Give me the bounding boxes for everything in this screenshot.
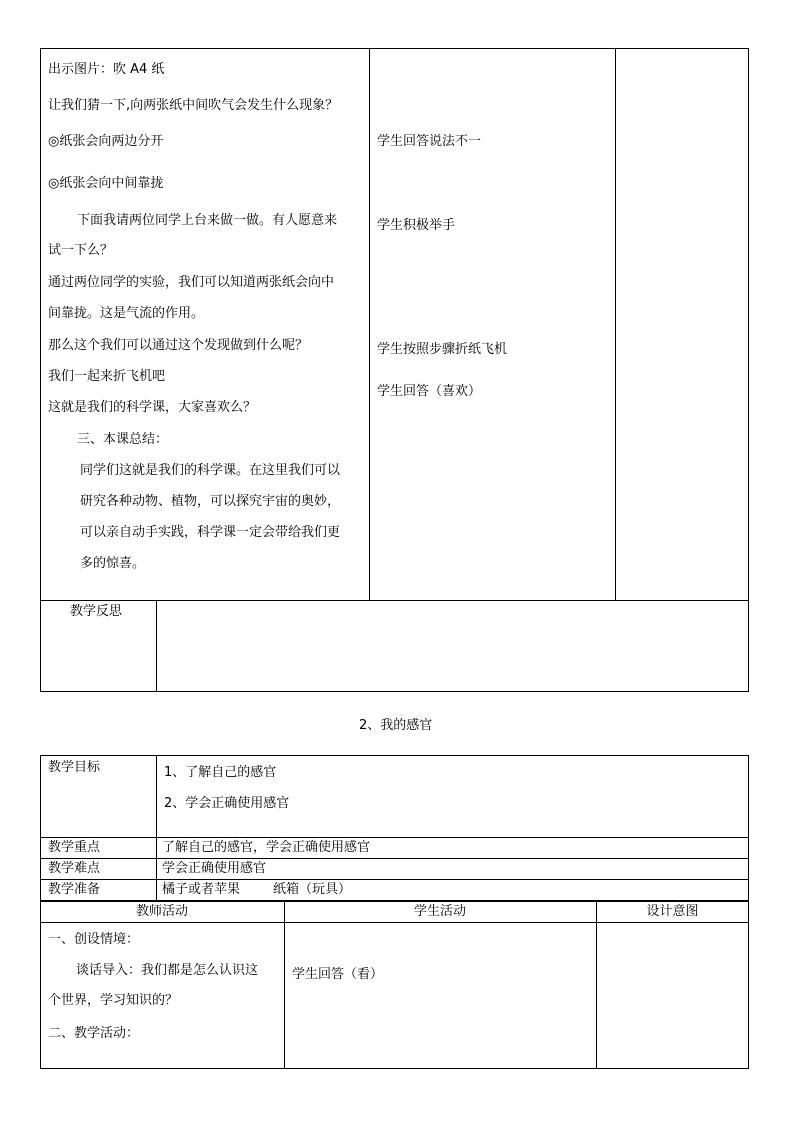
student-line: 学生积极举手 <box>377 218 456 233</box>
teacher-line: 谈话导入：我们都是怎么认识这 <box>76 963 259 978</box>
student-line: 学生回答说法不一 <box>377 134 482 149</box>
divider <box>369 48 370 600</box>
divider <box>40 858 749 859</box>
teacher-line: 让我们猜一下,向两张纸中间吹气会发生什么现象？ <box>48 98 339 113</box>
teacher-line: 那么这个我们可以通过这个发现做到什么呢？ <box>48 338 309 353</box>
col-header-design: 设计意图 <box>646 904 699 919</box>
divider <box>40 837 749 838</box>
teacher-line: 出示图片：吹 A4 纸 <box>48 62 165 77</box>
key-value: 了解自己的感官，学会正确使用感官 <box>162 840 371 855</box>
teacher-line: 通过两位同学的实验，我们可以知道两张纸会向中 <box>48 275 335 290</box>
teacher-line: 研究各种动物、植物，可以探究宇宙的奥妙， <box>80 494 341 509</box>
difficulty-label: 教学难点 <box>48 861 101 876</box>
teacher-line: 试一下么？ <box>48 243 114 258</box>
goal-item: 2、学会正确使用感官 <box>164 796 290 811</box>
reflection-label: 教学反思 <box>70 604 123 619</box>
divider <box>40 879 749 880</box>
activity-table-border <box>40 901 749 1069</box>
goal-item: 1、了解自己的感官 <box>164 765 277 780</box>
student-line: 学生按照步骤折纸飞机 <box>377 342 508 357</box>
teacher-line: 同学们这就是我们的科学课。在这里我们可以 <box>80 463 341 478</box>
goals-label: 教学目标 <box>48 760 101 775</box>
student-line: 学生回答（喜欢） <box>377 384 482 399</box>
divider <box>596 901 597 1069</box>
teacher-line: 这就是我们的科学课，大家喜欢么？ <box>48 400 257 415</box>
col-header-student: 学生活动 <box>413 904 466 919</box>
divider <box>615 48 616 600</box>
teacher-line: ◎纸张会向中间靠拢 <box>48 176 164 191</box>
key-label: 教学重点 <box>48 840 101 855</box>
lesson-title: 2、我的感官 <box>359 718 433 733</box>
teacher-line: ◎纸张会向两边分开 <box>48 134 164 149</box>
teacher-line: 我们一起来折飞机吧 <box>48 369 166 384</box>
divider <box>40 600 749 601</box>
teacher-line: 二、教学活动： <box>48 1026 140 1041</box>
divider <box>40 922 749 923</box>
student-line: 学生回答（看） <box>292 967 384 982</box>
prep-label: 教学准备 <box>48 882 101 897</box>
teacher-line: 可以亲自动手实践，科学课一定会带给我们更 <box>80 525 341 540</box>
teacher-line: 一、创设情境： <box>48 932 140 947</box>
teacher-line: 三、本课总结： <box>77 432 169 447</box>
divider <box>156 600 157 692</box>
col-header-teacher: 教师活动 <box>135 904 188 919</box>
teacher-line: 间靠拢。这是气流的作用。 <box>48 306 205 321</box>
difficulty-value: 学会正确使用感官 <box>162 861 267 876</box>
teacher-line: 个世界，学习知识的？ <box>48 993 179 1008</box>
teacher-line: 下面我请两位同学上台来做一做。有人愿意来 <box>77 213 338 228</box>
divider <box>284 901 285 1069</box>
prep-value: 橘子或者苹果 纸箱（玩具） <box>162 882 352 897</box>
teacher-line: 多的惊喜。 <box>80 556 146 571</box>
